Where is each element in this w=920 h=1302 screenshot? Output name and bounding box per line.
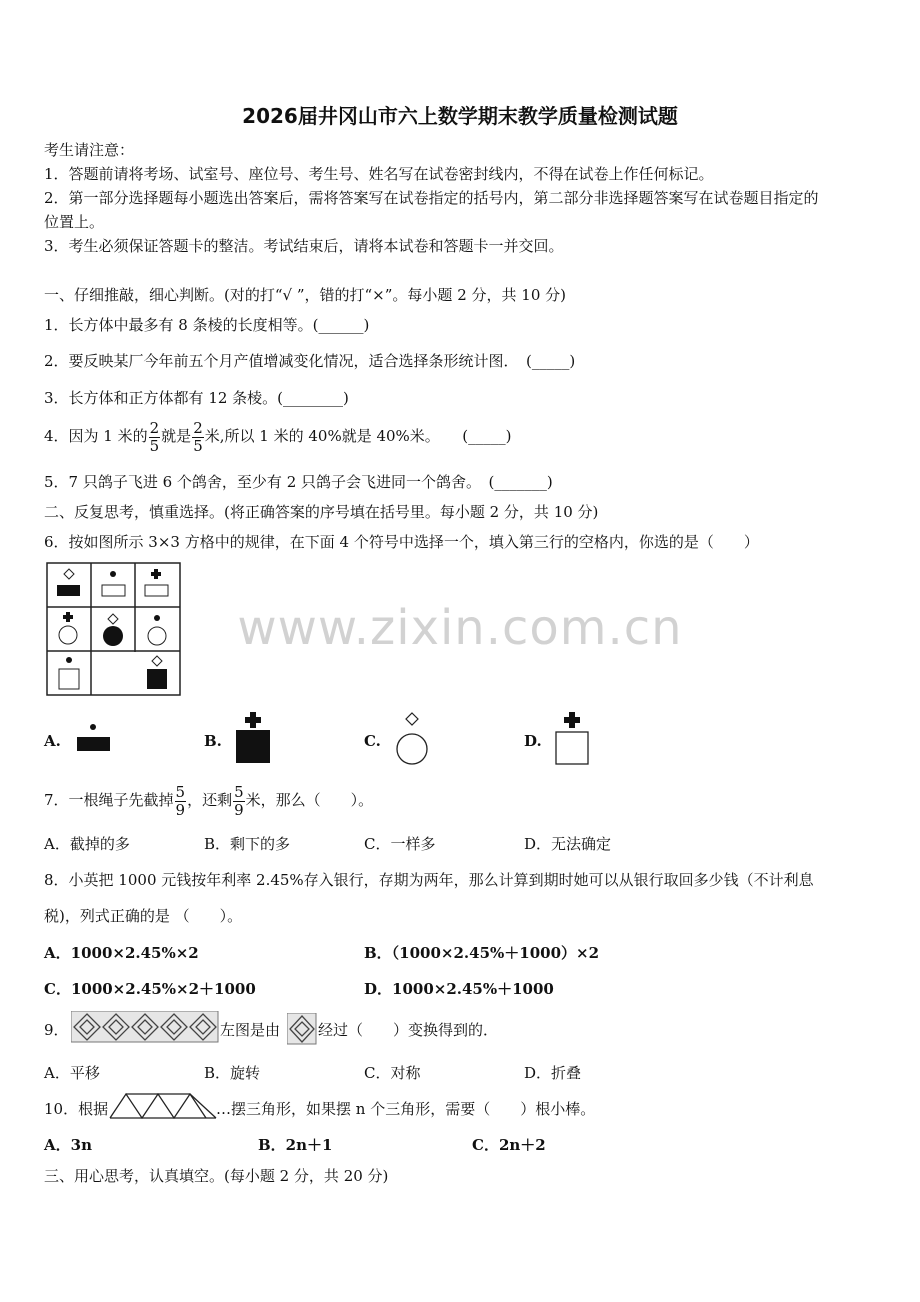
question-9-option-a[interactable]: A．平移 xyxy=(44,1064,100,1082)
question-8-line2: 税)，列式正确的是 （ ）。 xyxy=(44,907,243,925)
diamond-unit-figure xyxy=(287,1013,317,1045)
question-4-post: 米,所以 1 米的 40%就是 40%米。 (_____) xyxy=(204,427,512,445)
option-a-label[interactable]: A. xyxy=(44,732,61,750)
triangle-chain-figure xyxy=(108,1092,218,1120)
question-9-number: 9． xyxy=(44,1021,69,1039)
question-2: 2．要反映某厂今年前五个月产值增减变化情况，适合选择条形统计图． (_____) xyxy=(44,352,576,370)
question-7-option-d[interactable]: D．无法确定 xyxy=(524,835,612,853)
question-9-option-c[interactable]: C．对称 xyxy=(364,1064,421,1082)
page-title: 2026届井冈山市六上数学期末教学质量检测试题 xyxy=(242,104,678,128)
question-9-option-d[interactable]: D．折叠 xyxy=(524,1064,582,1082)
question-7: 7．一根绳子先截掉 $\frac{5}{9}$ ，还剩 $\frac{5}{9}$ 米，那么（ ）。 xyxy=(44,782,374,819)
notice-item: 位置上。 xyxy=(44,213,105,231)
option-c-symbol[interactable] xyxy=(392,710,434,768)
question-8-option-d[interactable]: D．1000×2.45%＋1000 xyxy=(364,980,554,998)
question-9-post: 经过（ ）变换得到的． xyxy=(318,1021,499,1039)
question-10-pre: 10．根据 xyxy=(44,1100,109,1118)
option-c-label[interactable]: C. xyxy=(364,732,381,750)
question-10-option-c[interactable]: C．2n＋2 xyxy=(472,1136,546,1154)
section2-heading: 二、反复思考，慎重选择。(将正确答案的序号填在括号里。每小题 2 分，共 10 分) xyxy=(44,503,599,521)
fraction: $\frac{5}{9}$ xyxy=(234,782,244,819)
question-8-option-b[interactable]: B．（1000×2.45%＋1000）×2 xyxy=(364,944,600,962)
option-b-label[interactable]: B. xyxy=(204,732,222,750)
option-a-symbol[interactable] xyxy=(74,722,114,754)
option-d-symbol[interactable] xyxy=(553,710,595,768)
question-4-mid: 就是 xyxy=(161,427,192,445)
question-6: 6．按如图所示 3×3 方格中的规律，在下面 4 个符号中选择一个，填入第三行的空格内，你选的是（ ） xyxy=(44,533,759,551)
question-10-option-a[interactable]: A．3n xyxy=(44,1136,92,1154)
question-8-line1: 8．小英把 1000 元钱按年利率 2.45%存入银行，存期为两年，那么计算到期时她可以从银行取回多少钱（不计利息 xyxy=(44,871,814,889)
notice-heading: 考生请注意： xyxy=(44,141,135,159)
question-3: 3．长方体和正方体都有 12 条棱。(________) xyxy=(44,389,349,407)
question-7-option-c[interactable]: C．一样多 xyxy=(364,835,436,853)
question-10-post: …摆三角形，如果摆 n 个三角形，需要（ ）根小棒。 xyxy=(216,1100,596,1118)
section3-heading: 三、用心思考，认真填空。(每小题 2 分，共 20 分) xyxy=(44,1167,389,1185)
question-10-option-b[interactable]: B．2n＋1 xyxy=(258,1136,333,1154)
question-4 xyxy=(44,416,512,456)
fraction: $\frac{5}{9}$ xyxy=(175,782,186,819)
question-1: 1．长方体中最多有 8 条棱的长度相等。(______) xyxy=(44,316,370,334)
question-4-pre: 4．因为 1 米的 xyxy=(44,427,148,445)
fraction: $\frac{2}{5}$ xyxy=(149,418,160,455)
question-8-option-a[interactable]: A．1000×2.45%×2 xyxy=(44,944,199,962)
diamond-band-figure xyxy=(71,1011,219,1043)
question-9-option-b[interactable]: B．旋转 xyxy=(204,1064,261,1082)
question-8-option-c[interactable]: C．1000×2.45%×2＋1000 xyxy=(44,980,256,998)
question-7-option-a[interactable]: A．截掉的多 xyxy=(44,835,130,853)
option-d-label[interactable]: D. xyxy=(524,732,542,750)
fraction: $\frac{2}{5}$ xyxy=(193,418,203,455)
option-b-symbol[interactable] xyxy=(232,710,276,766)
question-7-option-b[interactable]: B．剩下的多 xyxy=(204,835,291,853)
section1-heading: 一、仔细推敲，细心判断。(对的打“√ ”，错的打“×”。每小题 2 分，共 10 分) xyxy=(44,286,566,304)
question-5: 5．7 只鸽子飞进 6 个鸽舍，至少有 2 只鸽子会飞进同一个鸽舍。 (_______) xyxy=(44,473,553,491)
notice-item: 3．考生必须保证答题卡的整洁。考试结束后，请将本试卷和答题卡一并交回。 xyxy=(44,237,564,255)
notice-item: 1．答题前请将考场、试室号、座位号、考生号、姓名写在试卷密封线内，不得在试卷上作任何标记。 xyxy=(44,165,714,183)
question-9-mid: 左图是由 xyxy=(220,1021,281,1039)
notice-item: 2．第一部分选择题每小题选出答案后，需将答案写在试卷指定的括号内，第二部分非选择题答案写在试卷题目指定的 xyxy=(44,189,819,207)
watermark: www.zixin.com.cn xyxy=(237,600,683,656)
